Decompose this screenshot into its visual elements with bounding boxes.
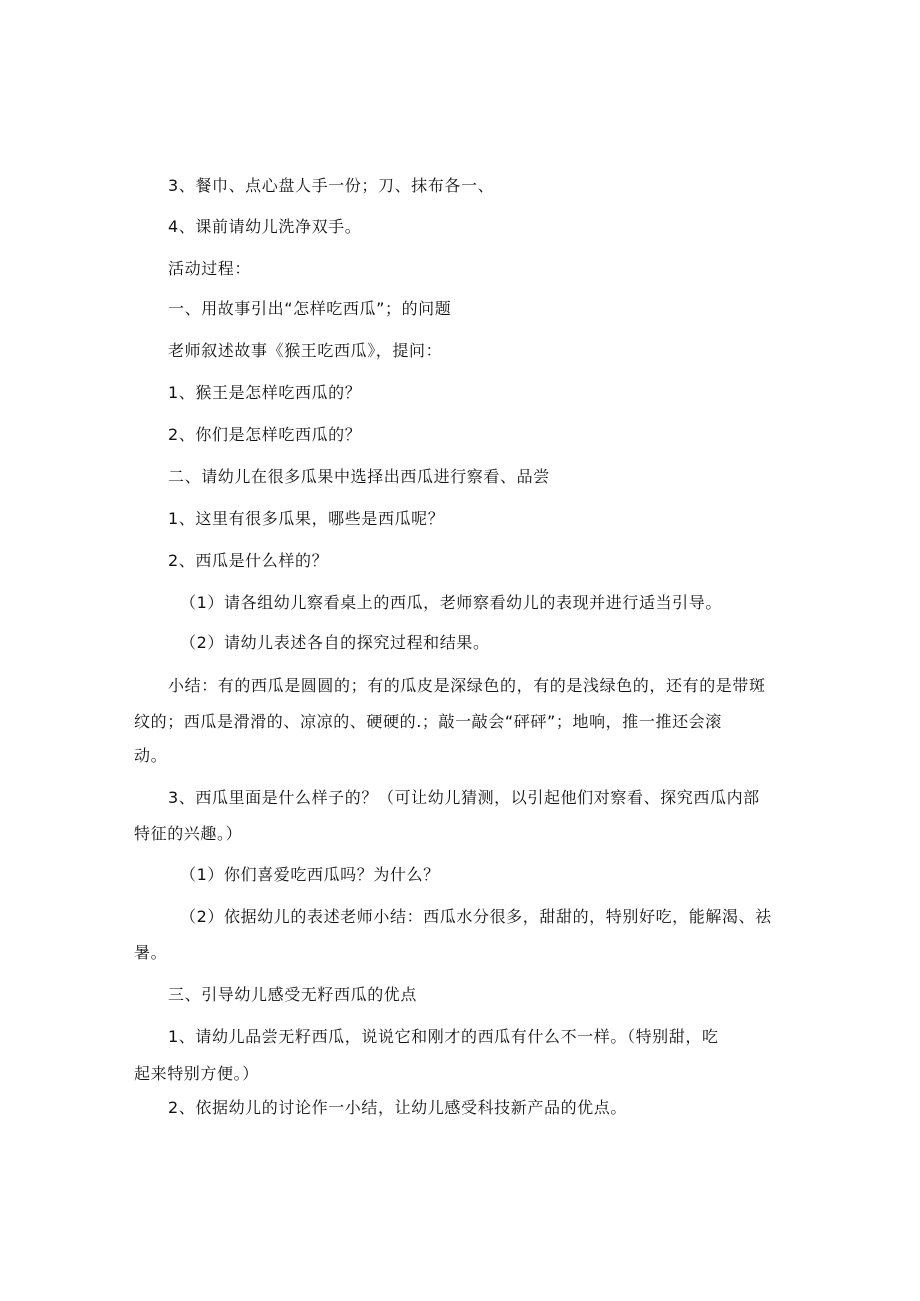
summary-line-2: 纹的；西瓜是滑滑的、凉凉的、硬硬的.；敲一敲会“砰砰”；地响，推一推还会滚 — [134, 712, 722, 731]
sub-item-part2-q3-1: （1）你们喜爱吃西瓜吗？为什么？ — [180, 865, 440, 884]
list-item-part1-q1: 1、猴王是怎样吃西瓜的？ — [168, 383, 362, 402]
list-item-part1-q2: 2、你们是怎样吃西瓜的？ — [168, 425, 362, 444]
materials-item-3: 3、餐巾、点心盘人手一份；刀、抹布各一、 — [168, 176, 495, 195]
summary-line-3: 动。 — [134, 746, 168, 765]
list-item-part3-q1-line-2: 起来特别方便。） — [134, 1064, 259, 1083]
list-item-part3-q2: 2、依据幼儿的讨论作一小结，让幼儿感受科技新产品的优点。 — [168, 1098, 627, 1117]
section-heading-3: 三、引导幼儿感受无籽西瓜的优点 — [168, 985, 418, 1004]
list-item-part2-q3-line-1: 3、西瓜里面是什么样子的？（可让幼儿猜测，以引起他们对察看、探究西瓜内部 — [168, 788, 760, 807]
list-item-part2-q1: 1、这里有很多瓜果，哪些是西瓜呢？ — [168, 509, 445, 528]
list-item-part2-q2: 2、西瓜是什么样的？ — [168, 551, 329, 570]
process-heading: 活动过程： — [168, 259, 252, 278]
section-heading-1: 一、用故事引出“怎样吃西瓜”；的问题 — [168, 299, 452, 318]
paragraph-part1-intro: 老师叙述故事《猴王吃西瓜》，提问： — [168, 341, 443, 360]
sub-item-part2-q2-1: （1）请各组幼儿察看桌上的西瓜，老师察看幼儿的表现并进行适当引导。 — [180, 593, 722, 612]
materials-item-4: 4、课前请幼儿洗净双手。 — [168, 217, 362, 236]
sub-item-part2-q3-2-line-2: 暑。 — [134, 943, 168, 962]
list-item-part3-q1-line-1: 1、请幼儿品尝无籽西瓜，说说它和刚才的西瓜有什么不一样。（特别甜，吃 — [168, 1027, 719, 1046]
sub-item-part2-q2-2: （2）请幼儿表述各自的探究过程和结果。 — [180, 633, 490, 652]
sub-item-part2-q3-2-line-1: （2）依据幼儿的表述老师小结：西瓜水分很多，甜甜的，特别好吃，能解渴、祛 — [180, 907, 772, 926]
summary-line-1: 小结：有的西瓜是圆圆的；有的瓜皮是深绿色的，有的是浅绿色的，还有的是带斑 — [168, 676, 766, 695]
section-heading-2: 二、请幼儿在很多瓜果中选择出西瓜进行察看、品尝 — [168, 467, 550, 486]
list-item-part2-q3-line-2: 特征的兴趣。） — [134, 824, 243, 843]
